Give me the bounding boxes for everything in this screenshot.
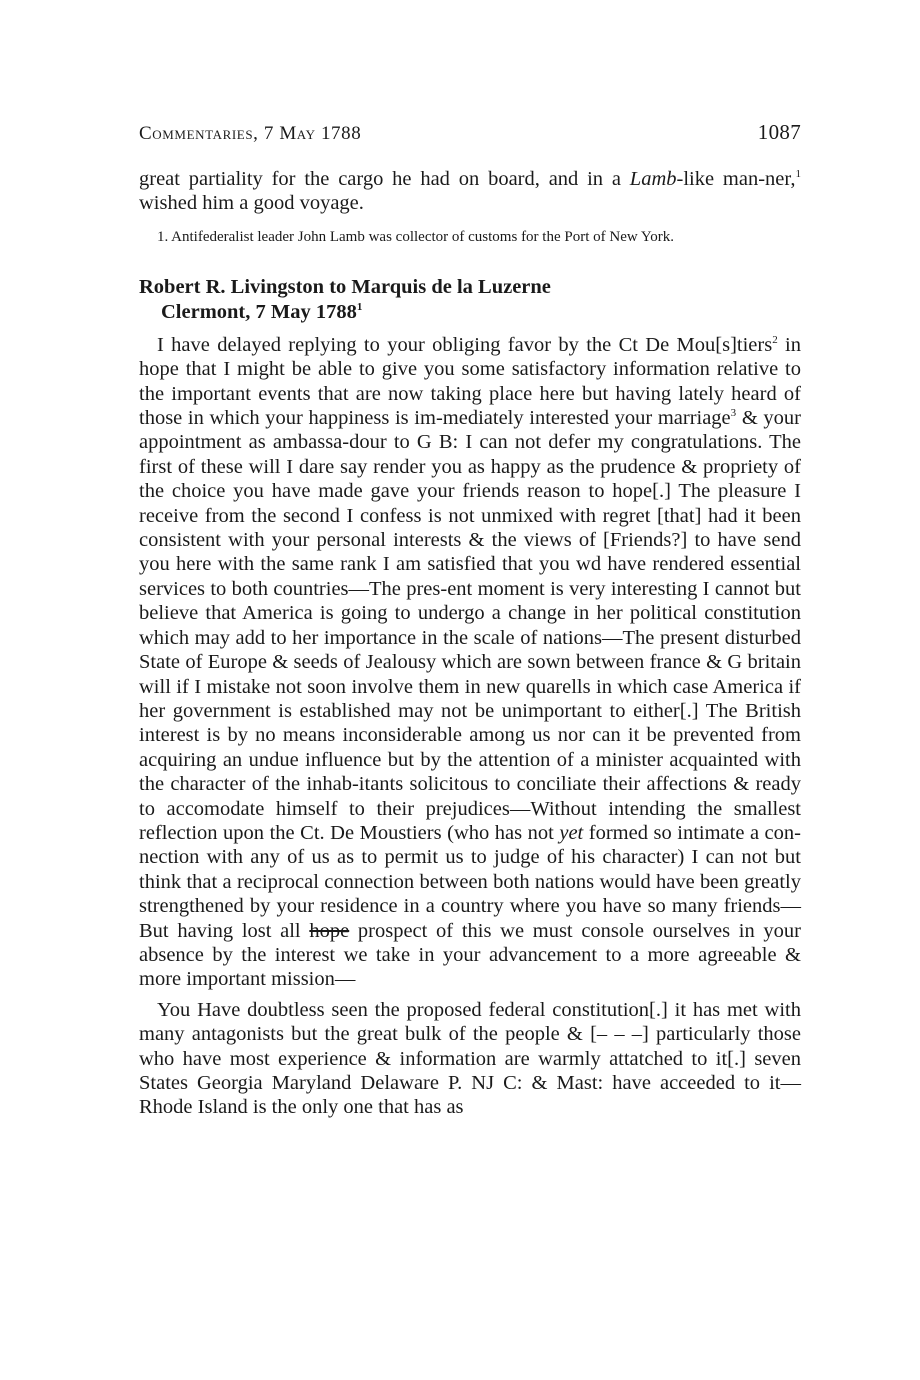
footnote: 1. Antifederalist leader John Lamb was collector of customs for the Port of New York. xyxy=(157,228,674,245)
note-reference: 1 xyxy=(795,168,802,181)
heading-line-2 xyxy=(139,300,801,325)
p1-text-d: formed so intimate a con-nection with any of us as to permit us to judge of his character) I can not but think that a reciprocal connection between both nations would have been greatly strengthened by your residence in a country where you have so many friends—But having lost all xyxy=(139,821,801,942)
p1-text-e: prospect of this we must console ourselves in your absence by the interest we take in your advancement to a more agreeable & more important mission— xyxy=(139,919,802,991)
continuation-text-c: wished him a good voyage. xyxy=(139,192,364,215)
p1-text-a: I have delayed replying to your obliging favor by the Ct De Mou[s]tiers xyxy=(157,333,773,356)
p1-italic: yet xyxy=(559,821,584,844)
letter-paragraph-1 xyxy=(139,333,801,992)
continuation-paragraph xyxy=(139,167,801,216)
letter-paragraph-2: You Have doubtless seen the proposed federal constitution[.] it has met with many antagonists but the great bulk of the people & [– – –] particularly those who have most experience & information are warmly attatched to it[.] seven States Georgia Maryland Delaware P. NJ C: & Mast: have acceeded to it—Rhode Island is the only one that has as xyxy=(139,998,801,1119)
running-head-title: Commentaries, 7 May 1788 xyxy=(139,123,362,144)
p1-text-b: in hope that I might be able to give you some satisfactory information relative to the important events that are now taking place here but having lately heard of those in which your happiness is im-mediately interested your marriage xyxy=(139,333,801,430)
heading-note-reference: 1 xyxy=(356,300,363,313)
running-head xyxy=(139,120,801,145)
page-number: 1087 xyxy=(757,120,801,144)
document-heading xyxy=(139,275,801,325)
heading-line-1: Robert R. Livingston to Marquis de la Luzerne xyxy=(139,275,551,298)
p1-text-c: & your appointment as ambassa-dour to G B: I can not defer my congratulations. The first of these will I dare say render you as happy as the prudence & propriety of the choice you have made gave your friends reason to hope[.] The pleasure I receive from the second I confess is not unmixed with regret [that] had it been consistent with your personal interests & the views of [Friends?] to have send you here with the same rank I am satisfied that you wd have rendered essential services to both countries—The pres-ent moment is very interesting I cannot but believe that America is going to undergo a change in her political constitution which may add to her importance in the scale of nations—The present disturbed State of Europe & seeds of Jealousy which are sown between france & G britain will if I mistake not soon involve them in new quarells in which case America if her government is established may not be unimportant to either[.] The British interest is by no means inconsiderable among us nor can it be prevented from acquiring an undue influence but by the attention of a minister acquainted with the character of the inhab-itants solicitous to conciliate their affections & ready to accomodate himself to their prejudices—Without intending the smallest reflection upon the Ct. De Moustiers (who has not xyxy=(139,407,801,844)
note-reference-3: 3 xyxy=(730,407,737,420)
p1-struck-word: hope xyxy=(309,919,350,942)
continuation-text-b: -like man-ner, xyxy=(676,168,796,190)
note-reference-2: 2 xyxy=(772,333,778,346)
continuation-text-a: great partiality for the cargo he had on board, and in a xyxy=(139,168,630,190)
document-page xyxy=(139,120,801,1120)
continuation-italic: Lamb xyxy=(629,168,677,190)
heading-date: Clermont, 7 May 1788 xyxy=(161,300,357,323)
